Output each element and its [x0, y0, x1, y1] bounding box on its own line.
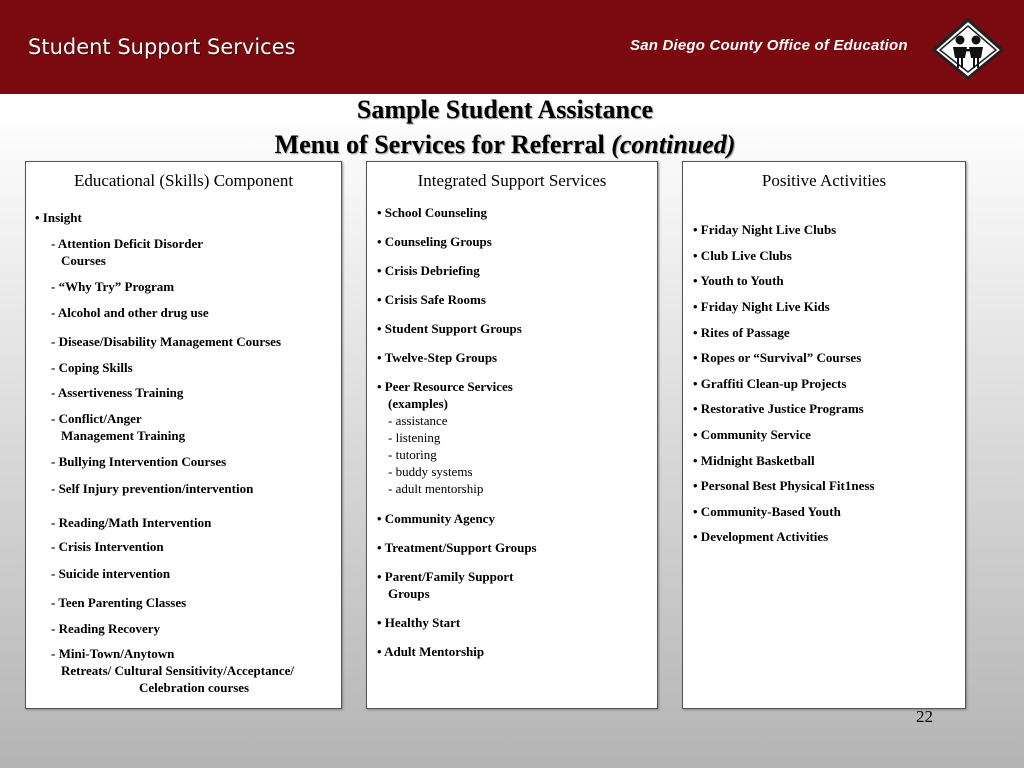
list-item: • Healthy Start	[377, 615, 461, 630]
list-item: - “Why Try” Program	[51, 279, 175, 294]
panel-heading: Integrated Support Services	[417, 171, 607, 190]
organization-name: San Diego County Office of Education	[630, 37, 908, 54]
list-item: - Coping Skills	[51, 360, 133, 375]
list-item: - Bullying Intervention Courses	[51, 454, 227, 469]
list-item: - Self Injury prevention/intervention	[51, 481, 254, 496]
list-item: • Youth to Youth	[693, 273, 784, 288]
list-item: • Community-Based Youth	[693, 504, 841, 519]
list-item: - adult mentorship	[388, 481, 484, 496]
slide-number: 22	[916, 707, 933, 726]
list-item: - Crisis Intervention	[51, 539, 164, 554]
list-item: Courses	[61, 253, 106, 268]
list-item: • Insight	[35, 210, 82, 225]
slide-title	[0, 92, 1010, 162]
list-item: • Parent/Family Support	[377, 569, 514, 584]
list-item: - Conflict/Anger	[51, 411, 142, 426]
header-bar	[0, 0, 1024, 94]
list-item: • Restorative Justice Programs	[693, 401, 864, 416]
list-item: • School Counseling	[377, 205, 488, 220]
slide-title-line2	[0, 127, 1010, 162]
panel-heading: Positive Activities	[761, 171, 887, 190]
list-item: Retreats/ Cultural Sensitivity/Acceptance/	[61, 663, 294, 678]
list-item: - Mini-Town/Anytown	[51, 646, 175, 661]
school-children-logo	[932, 18, 1004, 80]
list-item: - Disease/Disability Management Courses	[51, 334, 282, 349]
list-item: • Peer Resource Services	[377, 379, 513, 394]
list-item: - listening	[388, 430, 441, 445]
list-item: • Crisis Safe Rooms	[377, 292, 486, 307]
list-item: Celebration courses	[139, 680, 250, 695]
list-item: • Community Service	[693, 427, 811, 442]
slide-title-line2-main: Menu of Services for Referral	[274, 130, 605, 159]
list-item: • Rites of Passage	[693, 325, 790, 340]
list-item: • Student Support Groups	[377, 321, 522, 336]
list-item: • Friday Night Live Kids	[693, 299, 830, 314]
slide-title-continued: (continued)	[611, 130, 736, 159]
list-item: • Personal Best Physical Fit1ness	[693, 478, 875, 493]
list-item: - Reading Recovery	[51, 621, 161, 636]
list-item: • Graffiti Clean-up Projects	[693, 376, 847, 391]
list-item: • Adult Mentorship	[377, 644, 485, 659]
header-title: Student Support Services	[28, 35, 296, 59]
list-item: • Friday Night Live Clubs	[693, 222, 837, 237]
list-item: - Suicide intervention	[51, 566, 171, 581]
list-item: • Club Live Clubs	[693, 248, 792, 263]
list-item: - buddy systems	[388, 464, 473, 479]
list-item: Groups	[388, 586, 430, 601]
integrated-support-panel	[366, 161, 658, 709]
slide-title-line1: Sample Student Assistance	[356, 95, 654, 124]
list-item: - Assertiveness Training	[51, 385, 184, 400]
positive-activities-panel	[682, 161, 966, 709]
list-item: • Twelve-Step Groups	[377, 350, 498, 365]
list-item: • Ropes or “Survival” Courses	[693, 350, 862, 365]
panel-heading: Educational (Skills) Component	[73, 171, 294, 190]
list-item: • Midnight Basketball	[693, 453, 815, 468]
list-item: - Teen Parenting Classes	[51, 595, 187, 610]
list-item: • Counseling Groups	[377, 234, 492, 249]
list-item: (examples)	[388, 396, 448, 411]
list-item: • Crisis Debriefing	[377, 263, 480, 278]
list-item: • Treatment/Support Groups	[377, 540, 537, 555]
list-item: • Community Agency	[377, 511, 495, 526]
list-item: - Alcohol and other drug use	[51, 305, 209, 320]
educational-skills-panel	[25, 161, 342, 709]
list-item: Management Training	[61, 428, 186, 443]
list-item: - assistance	[388, 413, 448, 428]
list-item: • Development Activities	[693, 529, 829, 544]
list-item: - tutoring	[388, 447, 437, 462]
list-item: - Reading/Math Intervention	[51, 515, 212, 530]
list-item: - Attention Deficit Disorder	[51, 236, 203, 251]
